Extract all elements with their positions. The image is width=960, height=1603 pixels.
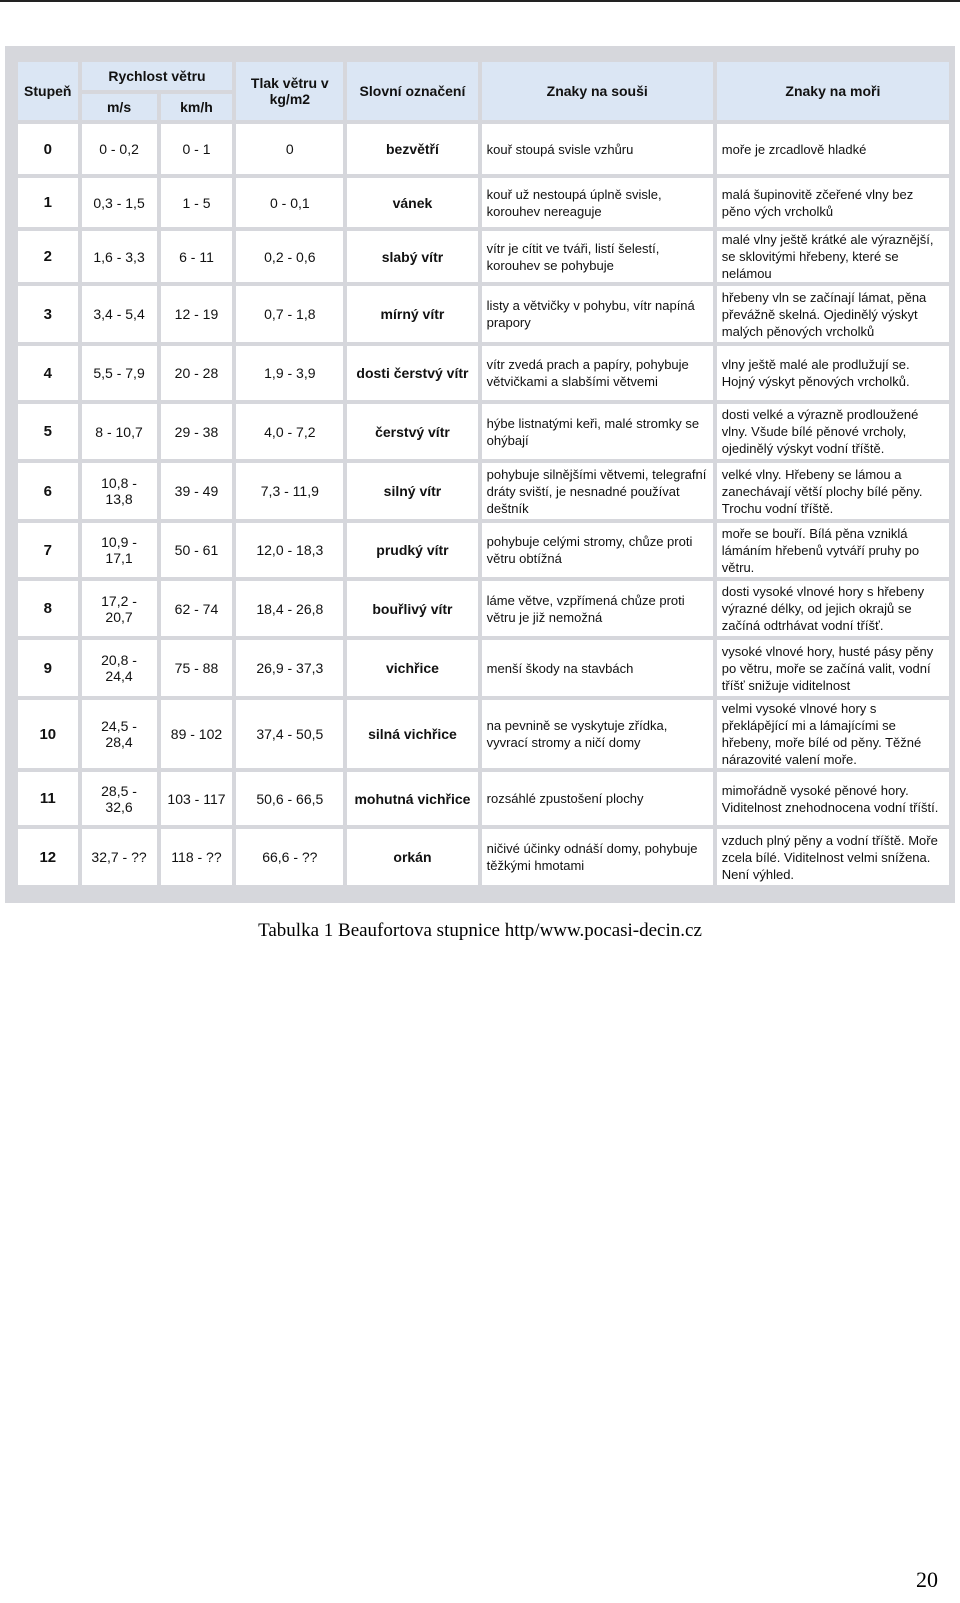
- cell-stupen: 0: [18, 124, 78, 174]
- cell-tlak: 0,2 - 0,6: [236, 231, 343, 282]
- cell-slovni-oznaceni: mohutná vichřice: [347, 772, 477, 825]
- header-tlak: Tlak větru v kg/m2: [236, 62, 343, 120]
- cell-tlak: 66,6 - ??: [236, 829, 343, 885]
- cell-kmh: 12 - 19: [161, 286, 233, 342]
- header-ms: m/s: [82, 94, 157, 120]
- table-caption: Tabulka 1 Beaufortova stupnice http/www.pocasi-decin.cz: [258, 920, 702, 941]
- cell-kmh: 62 - 74: [161, 581, 233, 636]
- page-number: 20: [916, 1567, 938, 1592]
- cell-ms: 0 - 0,2: [82, 124, 157, 174]
- cell-ms: 5,5 - 7,9: [82, 346, 157, 400]
- cell-slovni-oznaceni: silný vítr: [347, 463, 477, 519]
- cell-ms: 24,5 - 28,4: [82, 700, 157, 768]
- header-rychlost: Rychlost větru: [82, 62, 233, 90]
- cell-slovni-oznaceni: prudký vítr: [347, 523, 477, 577]
- cell-znaky-na-sousi: menší škody na stavbách: [482, 640, 713, 696]
- table-row: [18, 404, 949, 459]
- cell-tlak: 0: [236, 124, 343, 174]
- cell-kmh: 39 - 49: [161, 463, 233, 519]
- cell-tlak: 26,9 - 37,3: [236, 640, 343, 696]
- cell-znaky-na-sousi: rozsáhlé zpustošení plochy: [482, 772, 713, 825]
- table-row: [18, 124, 949, 174]
- cell-znaky-na-mori: velké vlny. Hřebeny se lámou a zanechávají větší plochy bílé pěny. Trochu vodní tříště.: [717, 463, 949, 519]
- cell-slovni-oznaceni: silná vichřice: [347, 700, 477, 768]
- cell-stupen: 10: [18, 700, 78, 768]
- cell-ms: 20,8 - 24,4: [82, 640, 157, 696]
- cell-stupen: 7: [18, 523, 78, 577]
- cell-stupen: 11: [18, 772, 78, 825]
- table-row: [18, 581, 949, 636]
- cell-tlak: 7,3 - 11,9: [236, 463, 343, 519]
- cell-tlak: 50,6 - 66,5: [236, 772, 343, 825]
- cell-znaky-na-sousi: ničivé účinky odnáší domy, pohybuje těžkými hmotami: [482, 829, 713, 885]
- cell-znaky-na-sousi: pohybuje silnějšími větvemi, telegrafní dráty sviští, je nesnadné používat deštník: [482, 463, 713, 519]
- top-rule: [0, 0, 960, 2]
- cell-kmh: 89 - 102: [161, 700, 233, 768]
- table-row: [18, 463, 949, 519]
- cell-znaky-na-sousi: vítr zvedá prach a papíry, pohybuje větvičkami a slabšími větvemi: [482, 346, 713, 400]
- cell-znaky-na-sousi: láme větve, vzpřímená chůze proti větru je již nemožná: [482, 581, 713, 636]
- cell-slovni-oznaceni: bezvětří: [347, 124, 477, 174]
- cell-znaky-na-mori: malá šupinovitě zčeřené vlny bez pěno vých vrcholků: [717, 178, 949, 227]
- cell-stupen: 5: [18, 404, 78, 459]
- cell-znaky-na-mori: vlny ještě malé ale prodlužují se. Hojný výskyt pěnových vrcholků.: [717, 346, 949, 400]
- cell-znaky-na-mori: velmi vysoké vlnové hory s překlápějící mi a lámajícími se hřebeny, moře bílé od pěny. Těžné nárazovité valení moře.: [717, 700, 949, 768]
- cell-znaky-na-mori: vzduch plný pěny a vodní tříště. Moře zcela bílé. Viditelnost velmi snížena. Není výhled.: [717, 829, 949, 885]
- header-slovni-oznaceni: Slovní označení: [347, 62, 477, 120]
- cell-znaky-na-mori: moře se bouří. Bílá pěna vzniklá lámáním hřebenů vytváří pruhy po větru.: [717, 523, 949, 577]
- table-row: [18, 178, 949, 227]
- cell-kmh: 50 - 61: [161, 523, 233, 577]
- cell-tlak: 37,4 - 50,5: [236, 700, 343, 768]
- cell-tlak: 1,9 - 3,9: [236, 346, 343, 400]
- table-row: [18, 231, 949, 282]
- cell-znaky-na-sousi: kouř už nestoupá úplně svisle, korouhev nereaguje: [482, 178, 713, 227]
- cell-tlak: 0,7 - 1,8: [236, 286, 343, 342]
- table-row: [18, 523, 949, 577]
- cell-stupen: 6: [18, 463, 78, 519]
- cell-kmh: 118 - ??: [161, 829, 233, 885]
- header-znaky-na-mori: Znaky na moři: [717, 62, 949, 120]
- cell-tlak: 12,0 - 18,3: [236, 523, 343, 577]
- cell-slovni-oznaceni: vánek: [347, 178, 477, 227]
- cell-znaky-na-mori: moře je zrcadlově hladké: [717, 124, 949, 174]
- cell-znaky-na-mori: hřebeny vln se začínají lámat, pěna převážně skelná. Ojedinělý výskyt malých pěnových vrcholků: [717, 286, 949, 342]
- cell-ms: 32,7 - ??: [82, 829, 157, 885]
- table-row: [18, 346, 949, 400]
- cell-znaky-na-mori: mimořádně vysoké pěnové hory. Viditelnost znehodnocena vodní tříští.: [717, 772, 949, 825]
- cell-znaky-na-sousi: hýbe listnatými keři, malé stromky se ohýbají: [482, 404, 713, 459]
- table-row: [18, 640, 949, 696]
- cell-slovni-oznaceni: bouřlivý vítr: [347, 581, 477, 636]
- header-stupen: Stupeň: [18, 62, 78, 120]
- cell-stupen: 9: [18, 640, 78, 696]
- header-kmh: km/h: [161, 94, 233, 120]
- cell-ms: 17,2 - 20,7: [82, 581, 157, 636]
- cell-znaky-na-mori: dosti vysoké vlnové hory s hřebeny výrazné délky, od jejich okrajů se začíná odtrhávat vodní tříšť.: [717, 581, 949, 636]
- cell-kmh: 20 - 28: [161, 346, 233, 400]
- cell-stupen: 4: [18, 346, 78, 400]
- cell-ms: 28,5 - 32,6: [82, 772, 157, 825]
- cell-stupen: 8: [18, 581, 78, 636]
- cell-slovni-oznaceni: vichřice: [347, 640, 477, 696]
- table-row: [18, 772, 949, 825]
- cell-kmh: 6 - 11: [161, 231, 233, 282]
- cell-znaky-na-mori: dosti velké a výrazně prodloužené vlny. Všude bílé pěnové vrcholy, ojedinělý výskyt vodní tříště.: [717, 404, 949, 459]
- cell-stupen: 1: [18, 178, 78, 227]
- cell-ms: 8 - 10,7: [82, 404, 157, 459]
- cell-kmh: 1 - 5: [161, 178, 233, 227]
- cell-slovni-oznaceni: slabý vítr: [347, 231, 477, 282]
- cell-tlak: 18,4 - 26,8: [236, 581, 343, 636]
- table-row: [18, 286, 949, 342]
- cell-znaky-na-sousi: na pevnině se vyskytuje zřídka, vyvrací stromy a ničí domy: [482, 700, 713, 768]
- cell-stupen: 3: [18, 286, 78, 342]
- cell-kmh: 0 - 1: [161, 124, 233, 174]
- cell-znaky-na-sousi: pohybuje celými stromy, chůze proti větru obtížná: [482, 523, 713, 577]
- cell-stupen: 12: [18, 829, 78, 885]
- cell-tlak: 0 - 0,1: [236, 178, 343, 227]
- cell-znaky-na-sousi: kouř stoupá svisle vzhůru: [482, 124, 713, 174]
- cell-ms: 3,4 - 5,4: [82, 286, 157, 342]
- cell-ms: 1,6 - 3,3: [82, 231, 157, 282]
- cell-tlak: 4,0 - 7,2: [236, 404, 343, 459]
- cell-ms: 0,3 - 1,5: [82, 178, 157, 227]
- cell-znaky-na-mori: malé vlny ještě krátké ale výraznější, se sklovitými hřebeny, které se nelámou: [717, 231, 949, 282]
- table-row: [18, 829, 949, 885]
- cell-kmh: 29 - 38: [161, 404, 233, 459]
- cell-stupen: 2: [18, 231, 78, 282]
- cell-slovni-oznaceni: orkán: [347, 829, 477, 885]
- header-znaky-na-sousi: Znaky na souši: [482, 62, 713, 120]
- cell-slovni-oznaceni: mírný vítr: [347, 286, 477, 342]
- beaufort-table-figure: [5, 46, 955, 903]
- cell-ms: 10,8 - 13,8: [82, 463, 157, 519]
- cell-slovni-oznaceni: čerstvý vítr: [347, 404, 477, 459]
- cell-kmh: 75 - 88: [161, 640, 233, 696]
- cell-znaky-na-sousi: vítr je cítit ve tváři, listí šelestí, korouhev se pohybuje: [482, 231, 713, 282]
- cell-znaky-na-sousi: listy a větvičky v pohybu, vítr napíná prapory: [482, 286, 713, 342]
- cell-ms: 10,9 - 17,1: [82, 523, 157, 577]
- table-row: [18, 700, 949, 768]
- cell-slovni-oznaceni: dosti čerstvý vítr: [347, 346, 477, 400]
- cell-kmh: 103 - 117: [161, 772, 233, 825]
- cell-znaky-na-mori: vysoké vlnové hory, husté pásy pěny po větru, moře se začíná valit, vodní tříšť snižuje viditelnost: [717, 640, 949, 696]
- beaufort-table: [14, 58, 953, 889]
